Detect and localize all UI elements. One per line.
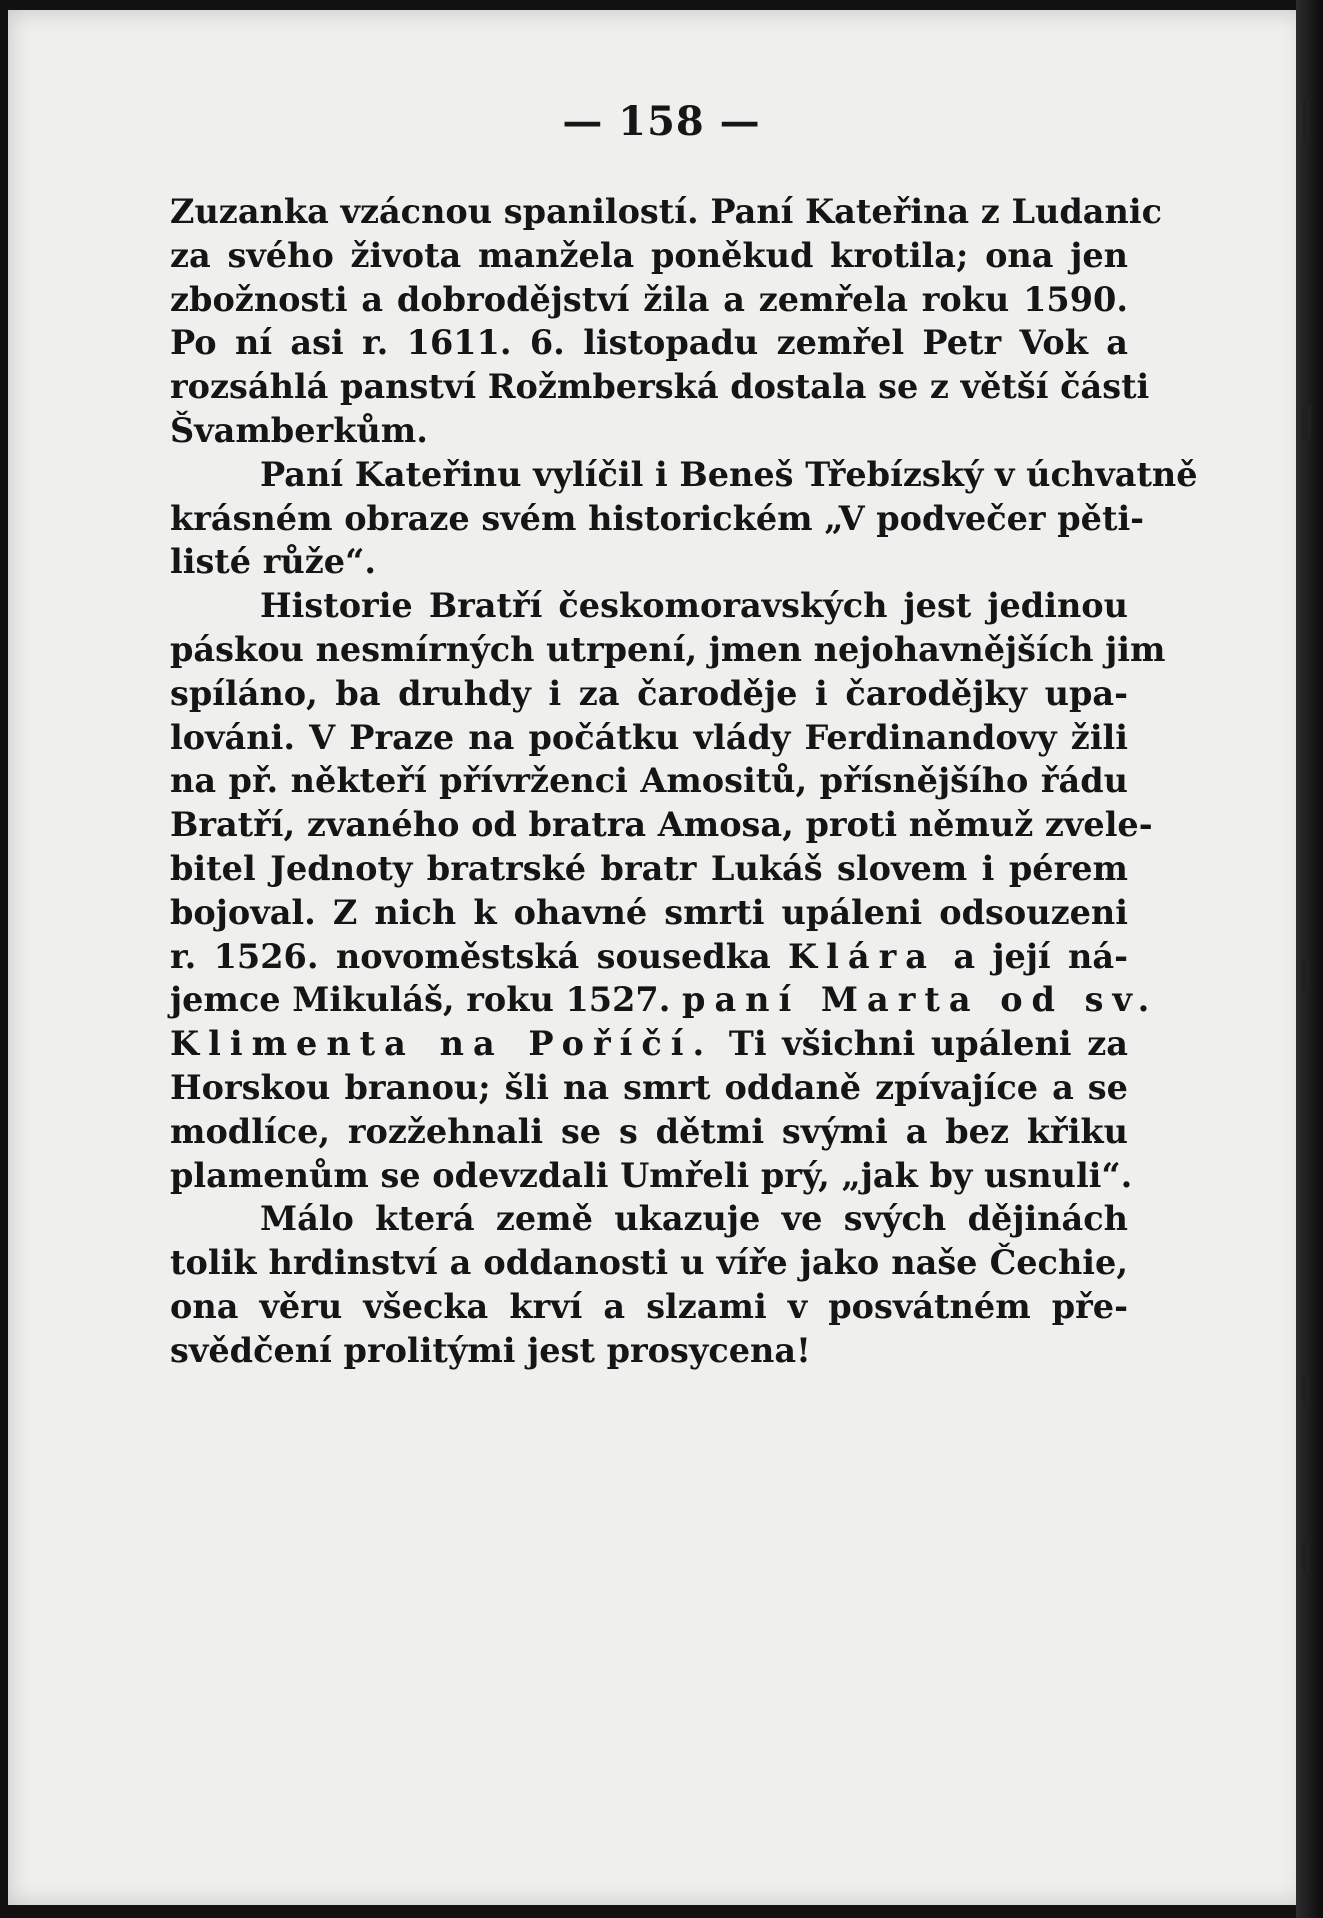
text-line-with-spaced-name: [170, 978, 1159, 1022]
page-number: — 158 —: [562, 98, 761, 145]
text-line: bitel Jednoty bratrské bratr Lukáš slovem i pérem: [170, 848, 1128, 888]
text-segment: a její ná-: [953, 936, 1128, 976]
paragraph-start-line: Historie Bratří českomoravských jest jedinou: [260, 586, 1128, 626]
text-line-with-spaced-name: [170, 935, 1128, 979]
scan-mark: [1302, 405, 1311, 439]
text-line: zbožnosti a dobrodějství žila a zemřela roku 1590.: [170, 279, 1128, 319]
text-line: za svého života manžela poněkud krotila; ona jen: [170, 235, 1128, 275]
text-line: tolik hrdinství a oddanosti u víře jako naše Čechie,: [170, 1243, 1128, 1283]
text-segment: jemce Mikuláš, roku 1527.: [170, 980, 671, 1020]
text-line: lováni. V Praze na počátku vlády Ferdinandovy žili: [170, 717, 1128, 757]
text-line: spíláno, ba druhdy i za čaroděje i čarodějky upa-: [170, 673, 1128, 713]
text-line: rozsáhlá panství Rožmberská dostala se z větší části: [170, 367, 1150, 407]
scan-mark: [1302, 960, 1310, 990]
text-line: Zuzanka vzácnou spanilostí. Paní Kateřina z Ludanic: [170, 192, 1162, 231]
text-line-with-spaced-name: [170, 1022, 1128, 1066]
paragraph-start-line: Málo která země ukazuje ve svých dějinách: [260, 1199, 1128, 1239]
text-line: Po ní asi r. 1611. 6. listopadu zemřel Petr Vok a: [170, 323, 1128, 363]
scan-mark: [1302, 1542, 1310, 1572]
text-line: modlíce, rozžehnali se s dětmi svými a bez křiku: [170, 1111, 1128, 1151]
text-line: na př. někteří přívrženci Amositů, přísnějšího řádu: [170, 761, 1128, 801]
scan-mark: [1302, 1375, 1310, 1405]
spaced-name: Klára: [788, 936, 936, 976]
text-line: Bratří, zvaného od bratra Amosa, proti němuž zvele-: [170, 805, 1153, 845]
body-text: [170, 190, 1198, 1373]
text-line: ona věru všecka krví a slzami v posvátném pře-: [170, 1286, 1128, 1326]
text-line: Horskou branou; šli na smrt oddaně zpívajíce a se: [170, 1067, 1128, 1107]
text-segment: Ti všichni upáleni za: [728, 1024, 1128, 1064]
text-line: listé růže“.: [170, 542, 377, 582]
paragraph-start-line: Paní Kateřinu vylíčil i Beneš Třebízský v úchvatně: [260, 454, 1198, 494]
book-spine-edge: [1296, 0, 1323, 1918]
text-line: Švamberkům.: [170, 410, 428, 450]
text-line: svědčení prolitými jest prosycena!: [170, 1330, 811, 1370]
spaced-name: Klimenta na Poříčí.: [170, 1024, 714, 1064]
text-line: bojoval. Z nich k ohavné smrti upáleni odsouzeni: [170, 892, 1128, 932]
spaced-name: paní Marta od sv.: [682, 980, 1159, 1020]
text-segment: r. 1526. novoměstská sousedka: [170, 936, 771, 976]
text-line: plamenům se odevzdali Umřeli prý, „jak by usnuli“.: [170, 1155, 1133, 1195]
text-line: páskou nesmírných utrpení, jmen nejohavnějších jim: [170, 629, 1166, 669]
text-line: krásném obraze svém historickém „V podvečer pěti-: [170, 498, 1145, 538]
